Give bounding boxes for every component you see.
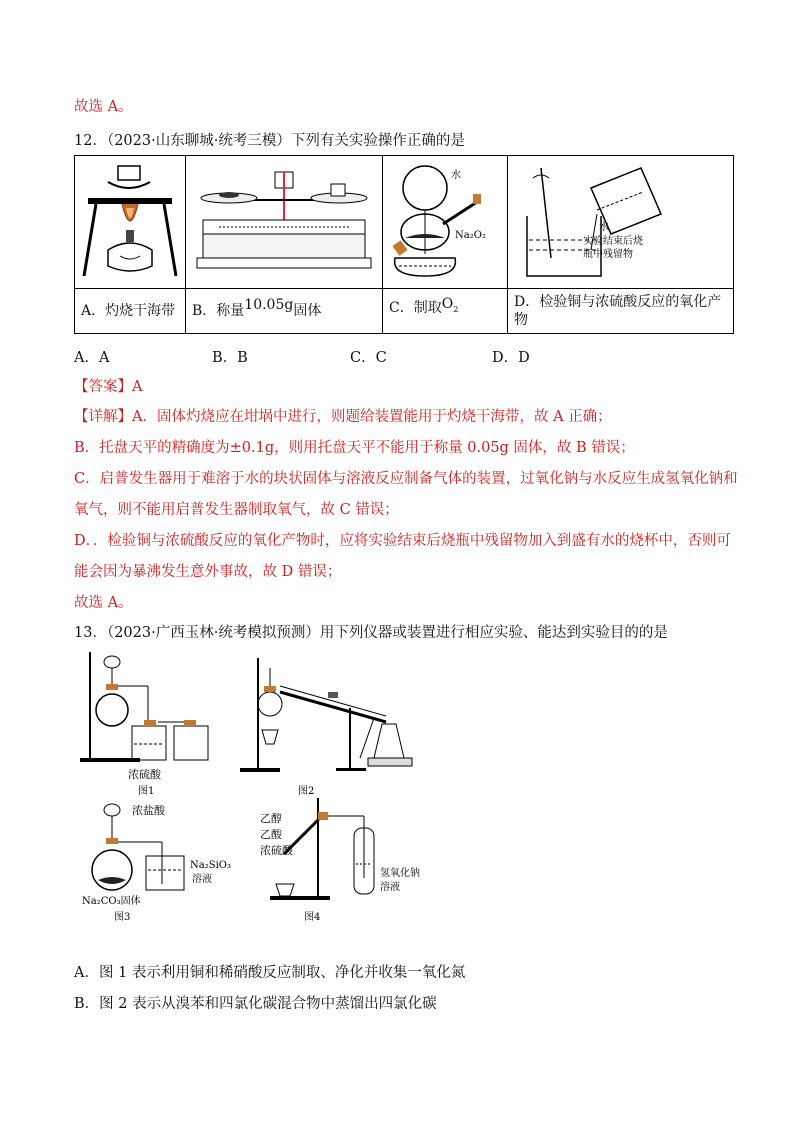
previous-answer-conclusion: 故选 A。 <box>74 99 133 115</box>
caption-b <box>186 289 383 334</box>
fig4-r2: 乙酸 <box>260 828 282 841</box>
fig4-naoh2: 溶液 <box>380 882 400 893</box>
question-13-option-a: A．图 1 表示利用铜和稀硝酸反应制取、净化并收集一氧化氮 <box>74 965 466 981</box>
question-13-figures <box>74 648 434 930</box>
fig2-label: 图2 <box>298 786 315 797</box>
caption-c-value: O <box>441 296 454 313</box>
detail-line-1: 【详解】A．固体灼烧应在坩埚中进行，则题给装置能用于灼烧干海带，故 A 正确； <box>74 409 612 425</box>
fig3-label: 图3 <box>114 912 131 923</box>
figure-b-balance <box>186 156 383 289</box>
caption-c-pre: C．制取 <box>389 300 442 317</box>
question-13-title: 13．（2023·广西玉林·统考模拟预测）用下列仪器或装置进行相应实验、能达到实验目的的是 <box>74 625 668 641</box>
detail-line-5: D．．检验铜与浓硫酸反应的氧化产物时，应将实验结束后烧瓶中残留物加入到盛有水的烧杯中，否则可 <box>74 533 731 549</box>
fig4-naoh1: 氢氧化钠 <box>380 868 420 879</box>
detail-line-7: 故选 A。 <box>74 595 133 611</box>
caption-b-post: 固体 <box>293 303 322 319</box>
label-residue-1: 实验结束后烧 <box>582 236 643 247</box>
detail-line-4: 氧气，则不能用启普发生器制取氧气，故 C 错误； <box>74 502 399 518</box>
fig3-solid: Na₂CO₃固体 <box>82 896 141 907</box>
beaker-pouring-figure <box>511 158 731 282</box>
kipp-generator-figure <box>385 158 505 282</box>
figure-4 <box>260 798 420 923</box>
question-12-title: 12．（2023·山东聊城·统考三模）下列有关实验操作正确的是 <box>74 133 465 149</box>
figure-c-kipp <box>383 156 508 289</box>
fig3-sol1: Na₂SiO₃ <box>190 860 231 871</box>
detail-line-6: 能会因为暴沸发生意外事故，故 D 错误； <box>74 564 342 580</box>
figure-2 <box>240 658 412 797</box>
figure-3 <box>82 803 231 923</box>
fig4-r3: 浓硫酸 <box>260 844 293 857</box>
option-a: A．A <box>74 350 110 366</box>
figure-d-beaker <box>508 156 734 289</box>
question-13-option-b: B．图 2 表示从溴苯和四氯化碳混合物中蒸馏出四氯化碳 <box>74 996 437 1012</box>
detail-line-3: C．启普发生器用于难溶于水的块状固体与溶液反应制备气体的装置，过氧化钠与水反应生成氢氧化钠和 <box>74 471 738 487</box>
label-water: 水 <box>451 170 461 181</box>
label-na2o2: Na₂O₂ <box>455 230 486 241</box>
caption-c <box>383 289 508 334</box>
fig3-acid: 浓盐酸 <box>132 804 165 817</box>
answer-label: 【答案】A <box>74 379 143 395</box>
label-residue-2: 瓶中残留物 <box>582 249 633 260</box>
fig4-r1: 乙醇 <box>260 812 282 825</box>
tripod-burner-figure <box>78 158 182 282</box>
caption-a: A．灼烧干海带 <box>75 289 186 334</box>
option-c: C．C <box>350 350 387 366</box>
figure-1 <box>80 652 208 797</box>
option-b: B．B <box>212 350 248 366</box>
detail-line-2: B．托盘天平的精确度为±0.1g，则用托盘天平不能用于称量 0.05g 固体，故 B 错误； <box>74 440 635 456</box>
option-d: D．D <box>492 350 530 366</box>
label-water-d: 水 <box>598 222 609 233</box>
fig1-reagent: 浓硫酸 <box>128 768 161 781</box>
figure-a-burning <box>75 156 186 289</box>
experiment-table <box>74 155 734 334</box>
caption-b-pre: B．称量 <box>192 303 245 319</box>
fig3-sol2: 溶液 <box>192 874 212 885</box>
caption-b-value: 10.05g <box>244 297 294 313</box>
fig4-label: 图4 <box>304 912 321 923</box>
caption-c-formula <box>442 296 459 312</box>
fig1-label: 图1 <box>138 786 155 797</box>
caption-c-sub: 2 <box>453 304 459 314</box>
caption-d: D．检验铜与浓硫酸反应的氧化产物 <box>508 289 734 334</box>
balance-figure <box>189 158 379 282</box>
